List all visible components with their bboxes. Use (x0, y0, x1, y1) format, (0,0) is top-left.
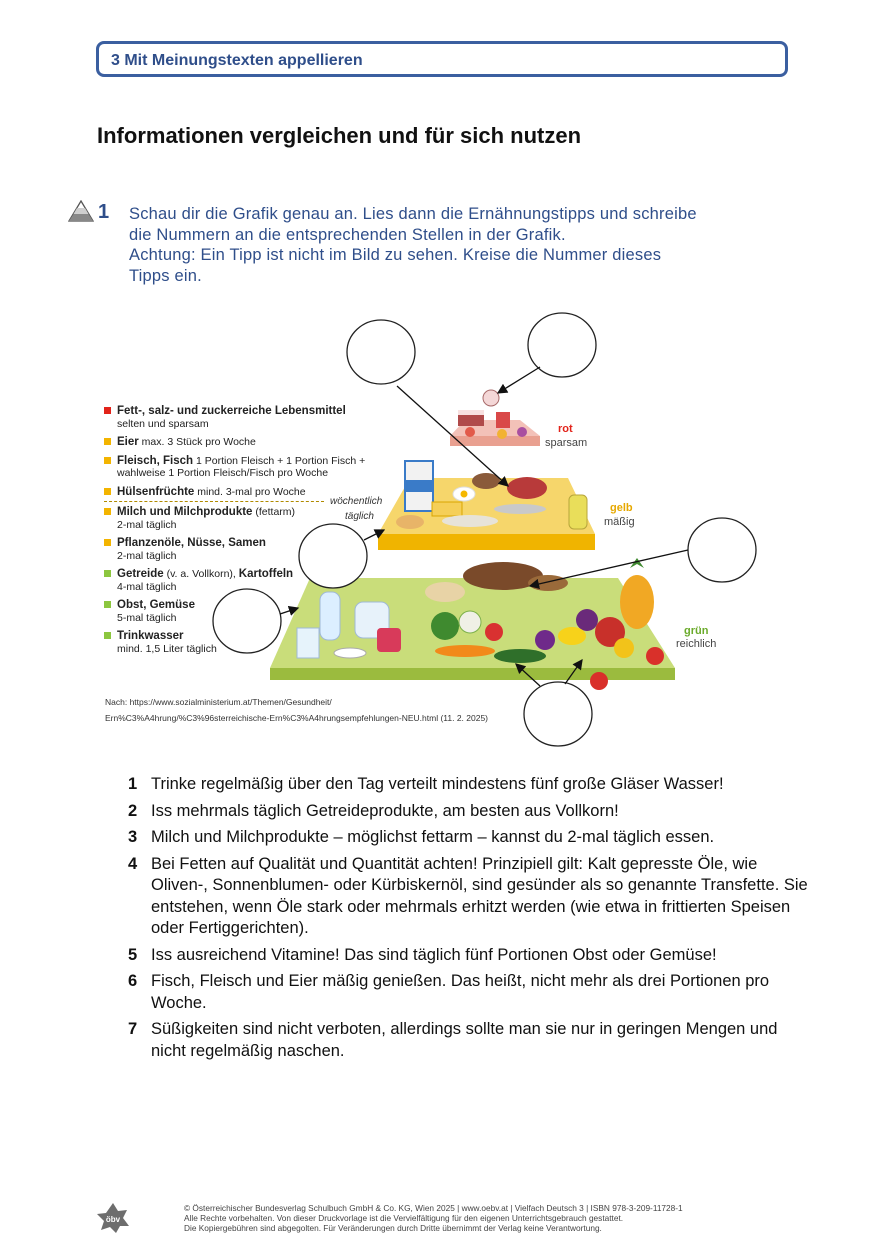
footer-copyright (184, 1203, 683, 1233)
source-line: Nach: https://www.sozialministerium.at/Themen/Gesundheit/ (105, 697, 332, 707)
tips-list (128, 774, 808, 1067)
task-number: 1 (98, 201, 110, 223)
list-item: 2 Iss mehrmals täglich Getreideprodukte, am besten aus Vollkorn! (128, 801, 619, 820)
level-green-desc: reichlich (676, 638, 717, 650)
legend-item: Eier max. 3 Stück pro Woche (104, 436, 394, 449)
page-title: Informationen vergleichen und für sich nutzen (97, 123, 582, 148)
daily-label: täglich (345, 511, 374, 522)
answer-circle (688, 518, 756, 582)
legend-swatch (104, 539, 111, 546)
legend-swatch (104, 508, 111, 515)
task-line: die Nummern an die entsprechenden Stellen in der Grafik. (129, 225, 566, 244)
pointer-arrow (498, 367, 540, 393)
weekly-daily-divider (104, 501, 324, 502)
task-line: Schau dir die Grafik genau an. Lies dann die Ernähnungstipps und schreibe (129, 205, 697, 223)
level-red-name: rot (558, 423, 573, 435)
level-red-desc: sparsam (545, 437, 588, 449)
legend-item: Trinkwasser mind. 1,5 Liter täglich (104, 630, 394, 655)
list-item: 3 Milch und Milchprodukte – möglichst fettarm – kannst du 2-mal täglich essen. (128, 828, 715, 846)
legend-item: Milch und Milchprodukte (fettarm) 2-mal täglich (104, 506, 394, 531)
task-line: Tipps ein. (129, 266, 202, 285)
footer-line: Alle Rechte vorbehalten. Von dieser Druckvorlage ist die Vervielfältigung für den eigenen Unterrichtsgebrauch gestattet. (184, 1213, 624, 1223)
source-line: Ern%C3%A4hrung/%C3%96sterreichische-Ern%C3%A4hrungsempfehlungen-NEU.html (11. 2. 2025) (105, 713, 489, 723)
legend-swatch (104, 457, 111, 464)
answer-circle (347, 320, 415, 384)
list-item: 7 Süßigkeiten sind nicht verboten, allerdings sollte man sie nur in geringen Mengen und nicht regelmäßig naschen. (128, 1020, 778, 1060)
list-item: 1 Trinke regelmäßig über den Tag verteilt mindestens fünf große Gläser Wasser! (128, 775, 724, 793)
legend-item: Fleisch, Fisch 1 Portion Fleisch + 1 Portion Fisch + wahlweise 1 Portion Fleisch/Fisch pro Woche (104, 455, 394, 480)
legend-item: Obst, Gemüse 5-mal täglich (104, 599, 394, 624)
footer-line: Die Kopiergebühren sind abgegolten. Für Veränderungen durch Dritte übernimmt der Verlag keine Verantwortung. (184, 1223, 602, 1233)
legend-swatch (104, 407, 111, 414)
level-yellow-name: gelb (610, 502, 633, 514)
list-item: 6 Fisch, Fleisch und Eier mäßig genießen. Das heißt, nicht mehr als drei Portionen pro Woche. (128, 972, 770, 1012)
legend-swatch (104, 601, 111, 608)
logo-text: öbv (105, 1215, 121, 1224)
weekly-label: wöchentlich (330, 496, 383, 507)
legend-item: Getreide (v. a. Vollkorn), Kartoffeln 4-mal täglich (104, 568, 394, 593)
oebv-logo (96, 1202, 130, 1234)
answer-circle (524, 682, 592, 746)
level-yellow-desc: mäßig (604, 516, 635, 528)
legend-swatch (104, 488, 111, 495)
pyramid-legend (104, 405, 394, 661)
legend-item: Pflanzenöle, Nüsse, Samen 2-mal täglich (104, 537, 394, 562)
footer-line: © Österreichischer Bundesverlag Schulbuch GmbH & Co. KG, Wien 2025 | www.oebv.at | Vielfach Deutsch 3 | ISBN 978-3-209-11728-1 (184, 1203, 683, 1213)
list-item: 4 Bei Fetten auf Qualität und Quantität achten! Prinzipiell gilt: Kalt gepresste Öle, wie Oliven-, Sonnenblumen- oder Kürbiskernöl, sind gesünder als so genannte Transfette. Sie entstehen, wenn Öle stark oder mehrmals erhitzt werden (wie etwa in frittierten Speisen oder Fertiggerichten). (128, 854, 808, 937)
source-citation (105, 694, 488, 726)
list-item: 5 Iss ausreichend Vitamine! Das sind täglich fünf Portionen Obst oder Gemüse! (128, 945, 717, 964)
legend-swatch (104, 632, 111, 639)
level-green-name: grün (684, 625, 709, 637)
legend-swatch (104, 438, 111, 445)
legend-item: Fett-, salz- und zuckerreiche Lebensmittel selten und sparsam (104, 405, 394, 430)
legend-swatch (104, 570, 111, 577)
chapter-title: 3 Mit Meinungstexten appellieren (111, 52, 363, 69)
task-line: Achtung: Ein Tipp ist nicht im Bild zu sehen. Kreise die Nummer dieses (129, 246, 662, 264)
legend-item: Hülsenfrüchte mind. 3-mal pro Woche (104, 486, 394, 499)
